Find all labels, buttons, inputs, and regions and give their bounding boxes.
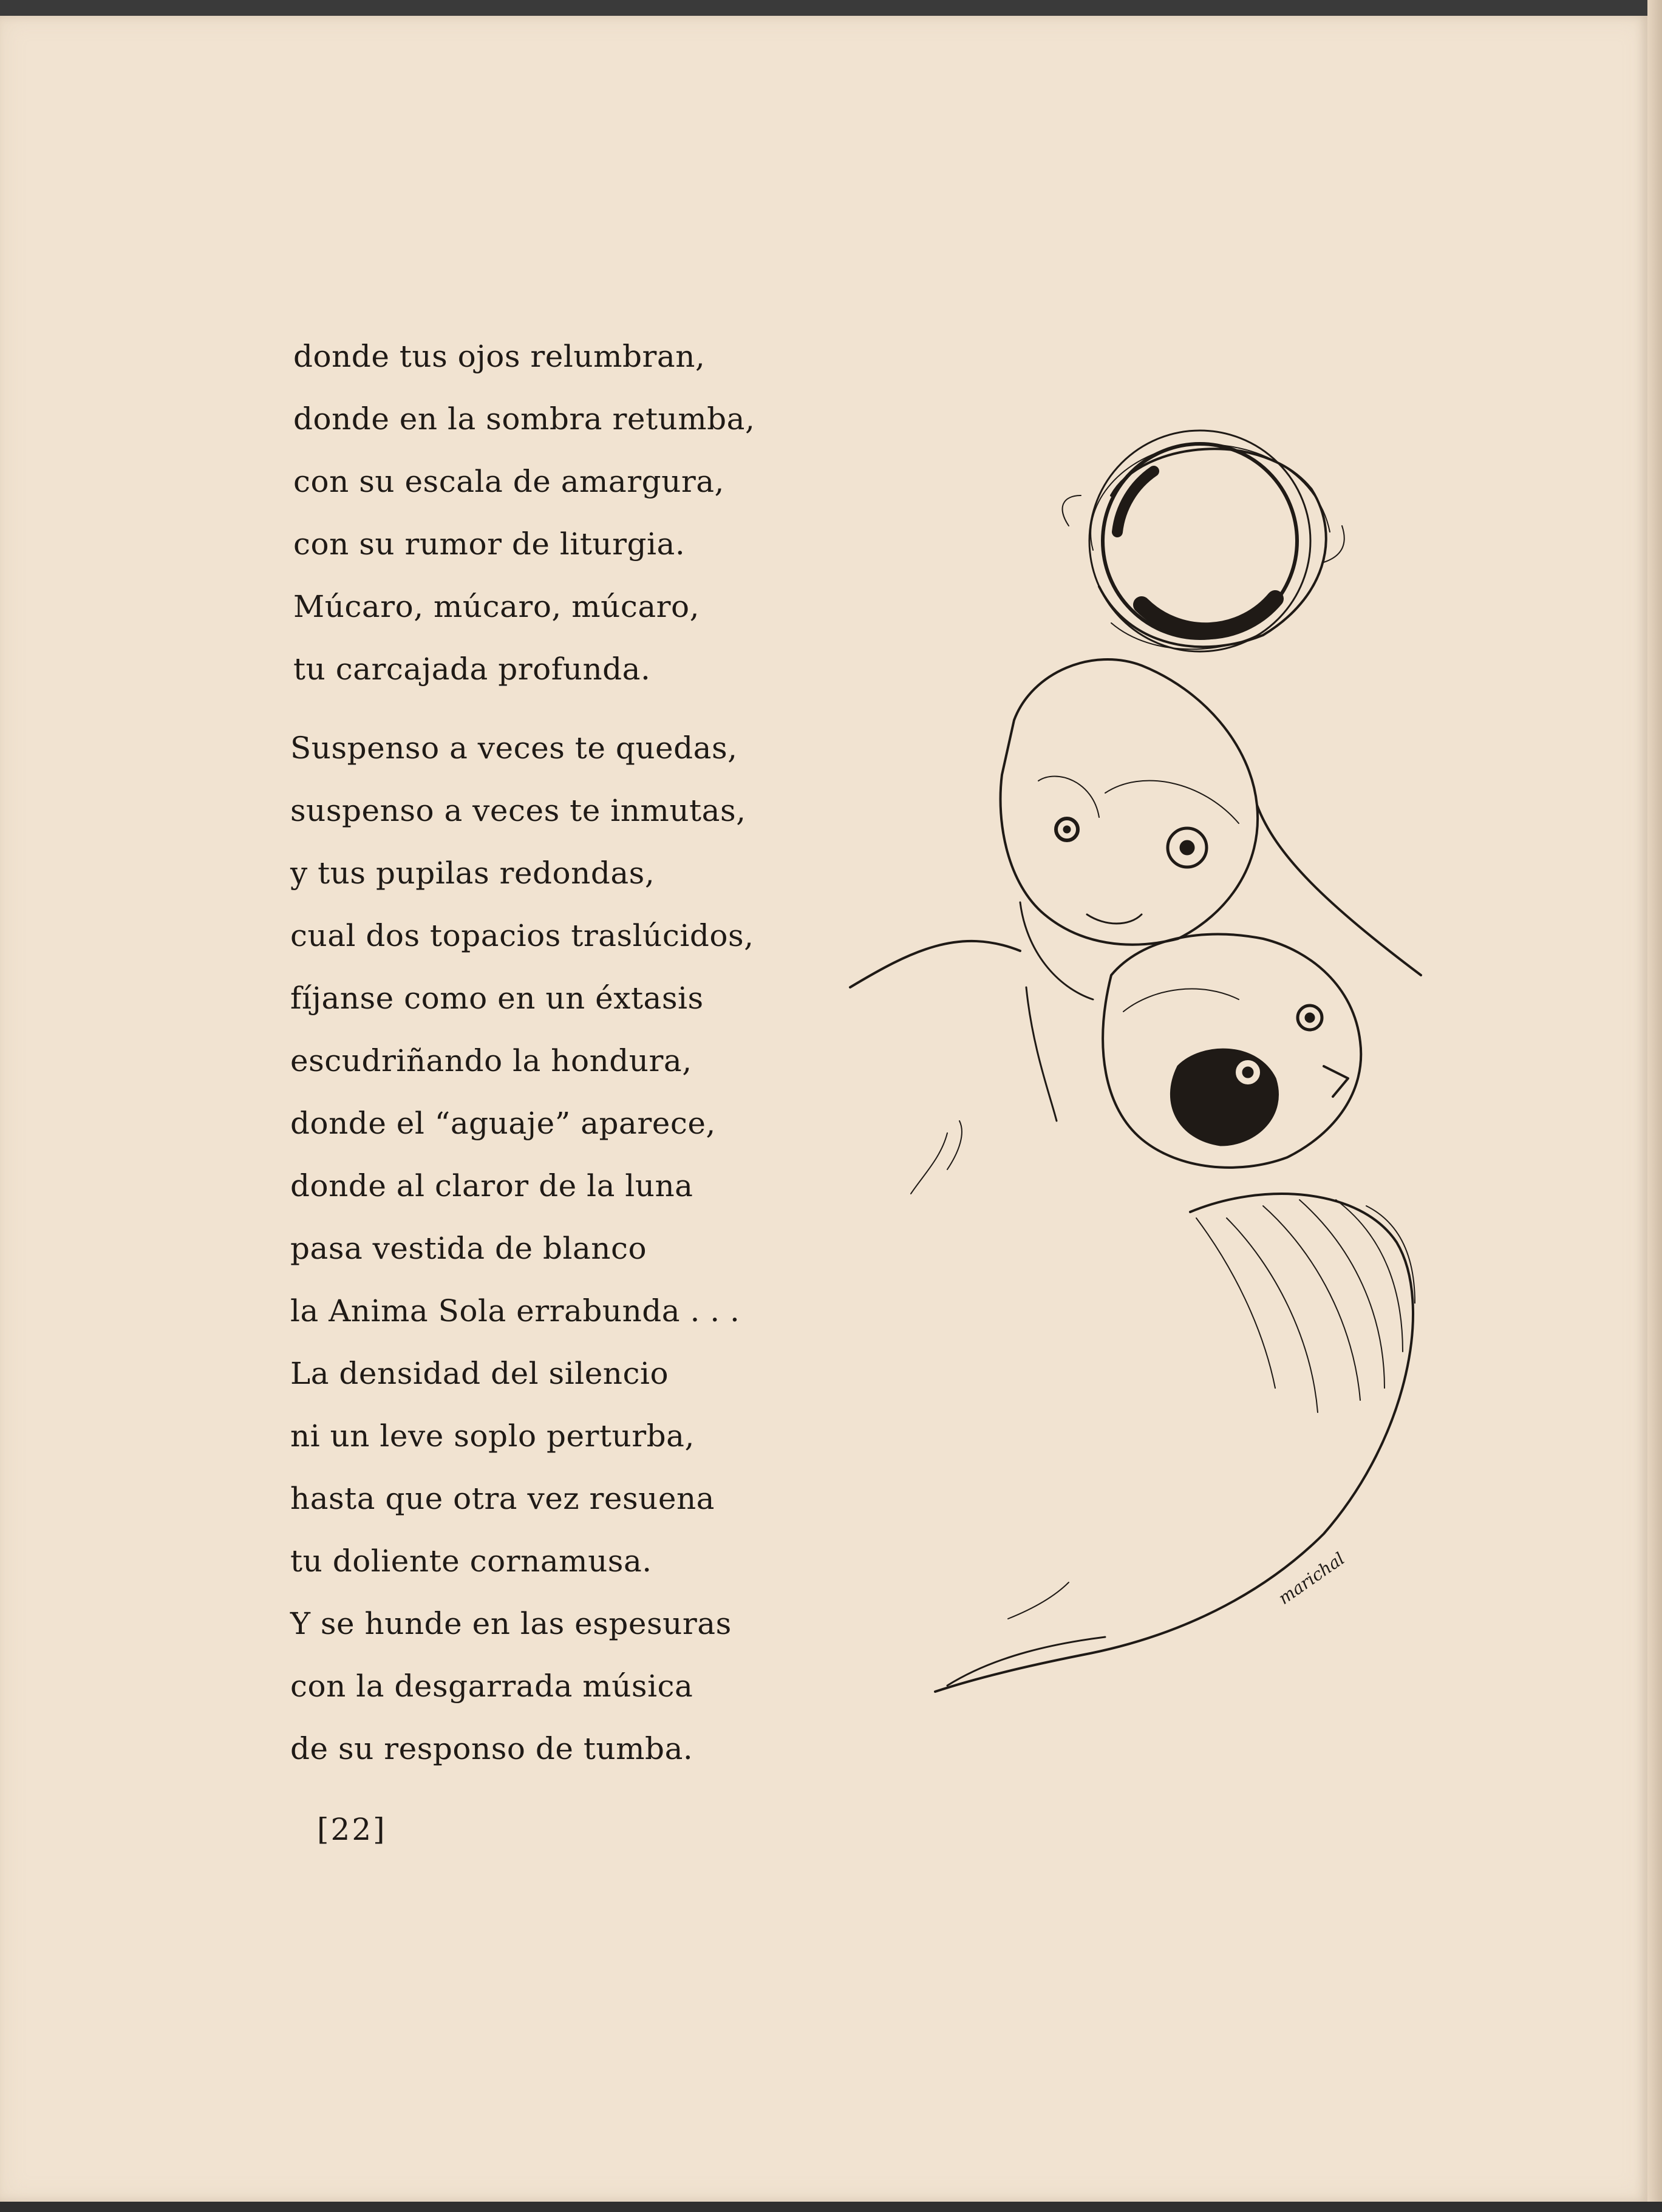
poem-stanza-2 xyxy=(290,717,754,1780)
poem-line: tu carcajada profunda. xyxy=(293,652,651,687)
moon-drawing xyxy=(1063,430,1344,652)
poem-line: suspenso a veces te inmutas, xyxy=(290,793,746,828)
poem-line: Múcaro, múcaro, múcaro, xyxy=(293,589,700,624)
owl-drawing-upper xyxy=(850,659,1421,1194)
poem-stanza-1 xyxy=(293,325,755,701)
poem-line: fíjanse como en un éxtasis xyxy=(290,981,704,1016)
poem-line: donde en la sombra retumba, xyxy=(293,401,755,437)
poem-line: donde al claror de la luna xyxy=(290,1168,693,1203)
poem-line: Suspenso a veces te quedas, xyxy=(290,730,738,766)
poem-line: cual dos topacios traslúcidos, xyxy=(290,918,754,953)
poem-line: La densidad del silencio xyxy=(290,1356,669,1391)
owl-body-drawing xyxy=(935,1194,1415,1692)
artist-signature: marichal xyxy=(1275,1548,1349,1608)
owl-drawing-lower xyxy=(1103,934,1361,1168)
poem-line: de su responso de tumba. xyxy=(290,1731,693,1766)
page-edge xyxy=(1647,0,1662,2212)
poem-line: hasta que otra vez resuena xyxy=(290,1481,715,1516)
bottom-edge xyxy=(0,2202,1662,2212)
poem-line: ni un leve soplo perturba, xyxy=(290,1418,695,1454)
poem-line: con su escala de amargura, xyxy=(293,464,724,499)
owl-moon-illustration xyxy=(838,404,1457,1752)
poem-line: con la desgarrada música xyxy=(290,1669,693,1704)
poem-line: con su rumor de liturgia. xyxy=(293,526,686,562)
poem-line: donde tus ojos relumbran, xyxy=(293,339,706,374)
poem-line: Y se hunde en las espesuras xyxy=(290,1606,732,1641)
poem-line: y tus pupilas redondas, xyxy=(290,856,655,891)
poem-line: pasa vestida de blanco xyxy=(290,1231,647,1266)
poem-line: donde el “aguaje” aparece, xyxy=(290,1106,716,1141)
poem-line: escudriñando la hondura, xyxy=(290,1043,692,1078)
poem-line: la Anima Sola errabunda . . . xyxy=(290,1293,740,1329)
page-number: [22] xyxy=(317,1812,387,1847)
book-page xyxy=(0,16,1647,2202)
poem-line: tu doliente cornamusa. xyxy=(290,1543,652,1579)
